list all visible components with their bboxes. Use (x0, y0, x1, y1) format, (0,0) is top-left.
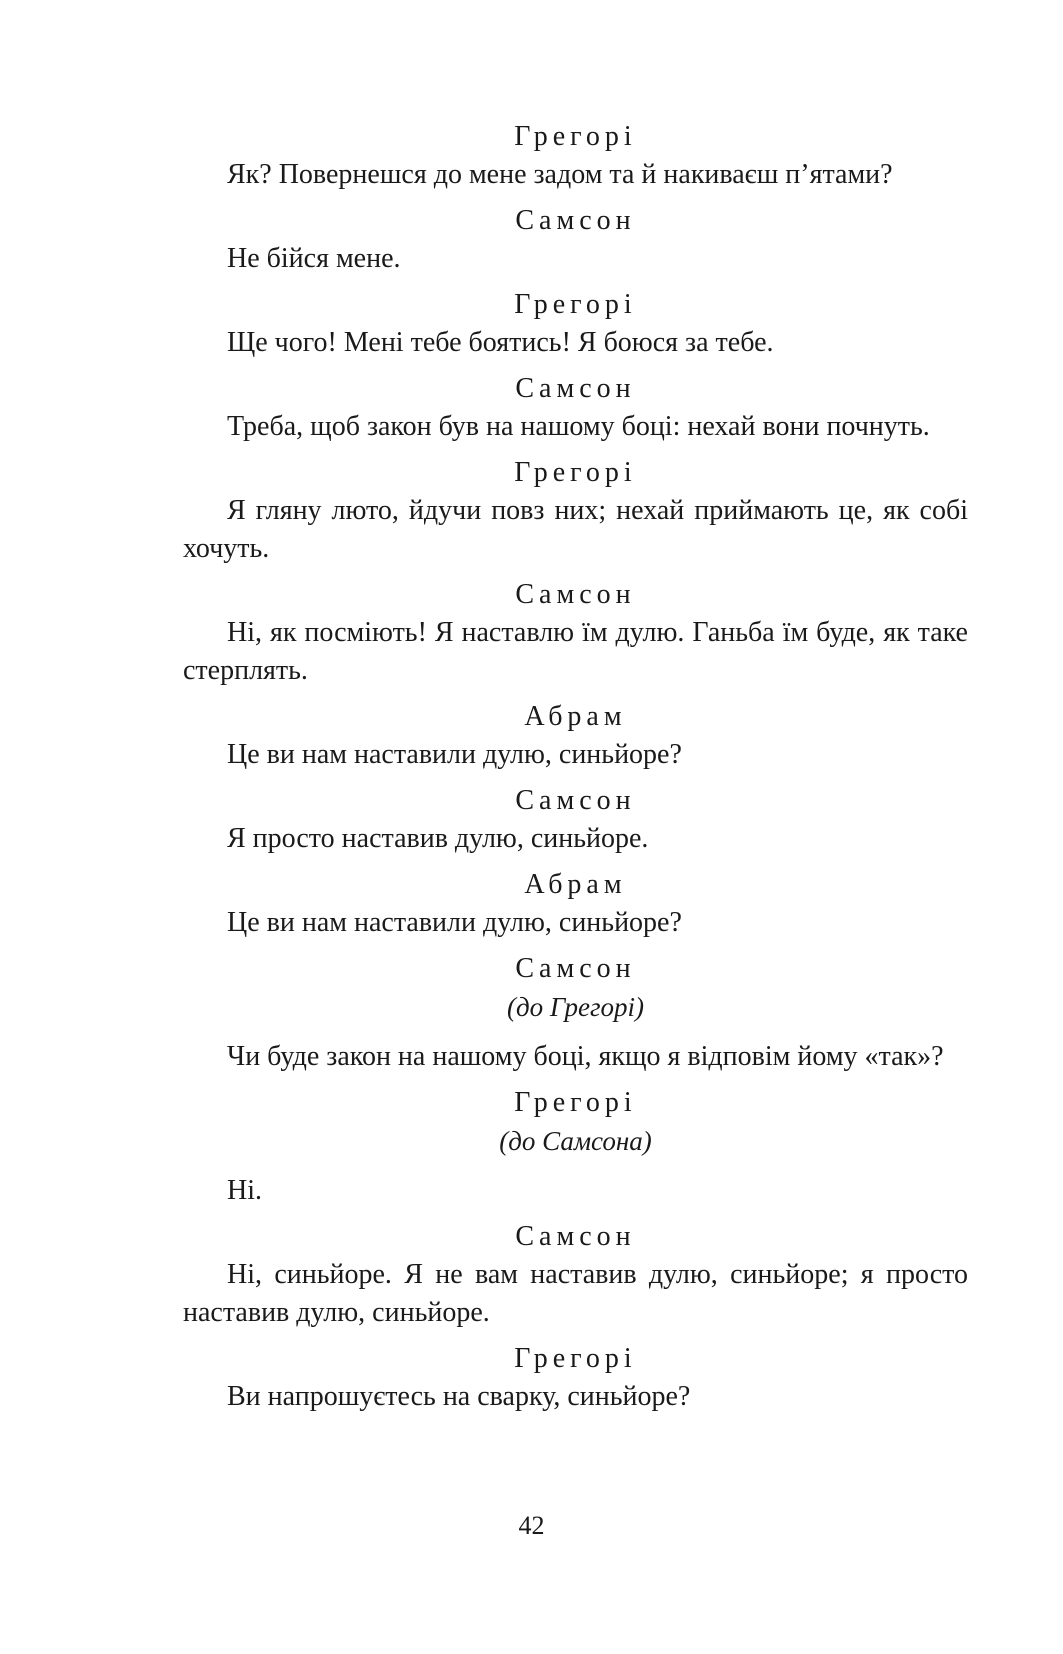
dialogue-line: Як? Повернешся до мене задом та й накиваєш п’ятами? (227, 159, 893, 190)
speaker-name: Грегорі (514, 457, 637, 488)
dialogue-block (183, 286, 968, 362)
dialogue-column (183, 118, 968, 1416)
speaker-name: Самсон (515, 785, 636, 816)
dialogue-block (183, 454, 968, 568)
speaker-name: Абрам (524, 701, 627, 732)
stage-direction: (до Грегорі) (506, 992, 645, 1022)
dialogue-block (183, 1084, 968, 1210)
stage-direction: (до Самсона) (499, 1126, 652, 1156)
page-number: 42 (518, 1511, 545, 1540)
dialogue-block (183, 698, 968, 774)
speaker-name: Самсон (515, 1221, 636, 1252)
speaker-name: Самсон (515, 579, 636, 610)
dialogue-line: Це ви нам наставили дулю, синьйоре? (227, 739, 682, 770)
dialogue-line: Ні. (227, 1175, 262, 1206)
dialogue-block (183, 202, 968, 278)
dialogue-line: Чи буде закон на нашому боці, якщо я відповім йому «так»? (227, 1041, 944, 1072)
dialogue-line: Треба, щоб закон був на нашому боці: нехай вони почнуть. (227, 411, 930, 442)
speaker-name: Самсон (515, 205, 636, 236)
dialogue-block (183, 866, 968, 942)
dialogue-block (183, 118, 968, 194)
speaker-name: Абрам (524, 869, 627, 900)
speaker-name: Грегорі (514, 1343, 637, 1374)
dialogue-block (183, 782, 968, 858)
dialogue-line: Ні, як посміють! Я наставлю їм дулю. Ганьба їм буде, як таке стерплять. (183, 617, 968, 686)
dialogue-block (183, 1218, 968, 1332)
dialogue-line: Я гляну люто, йдучи повз них; нехай приймають це, як собі хочуть. (183, 495, 968, 564)
dialogue-line: Не бійся мене. (227, 243, 401, 274)
dialogue-block (183, 370, 968, 446)
dialogue-line: Ще чого! Мені тебе боятись! Я боюся за тебе. (227, 327, 774, 358)
speaker-name: Грегорі (514, 289, 637, 320)
speaker-name: Грегорі (514, 121, 637, 152)
speaker-name: Самсон (515, 953, 636, 984)
dialogue-line: Ви напрошуєтесь на сварку, синьйоре? (227, 1381, 691, 1412)
dialogue-block (183, 950, 968, 1076)
dialogue-line: Це ви нам наставили дулю, синьйоре? (227, 907, 682, 938)
speaker-name: Грегорі (514, 1087, 637, 1118)
speaker-name: Самсон (515, 373, 636, 404)
dialogue-line: Я просто наставив дулю, синьйоре. (227, 823, 649, 854)
dialogue-block (183, 576, 968, 690)
dialogue-line: Ні, синьйоре. Я не вам наставив дулю, синьйоре; я просто наставив дулю, синьйоре. (183, 1259, 968, 1328)
dialogue-block (183, 1340, 968, 1416)
